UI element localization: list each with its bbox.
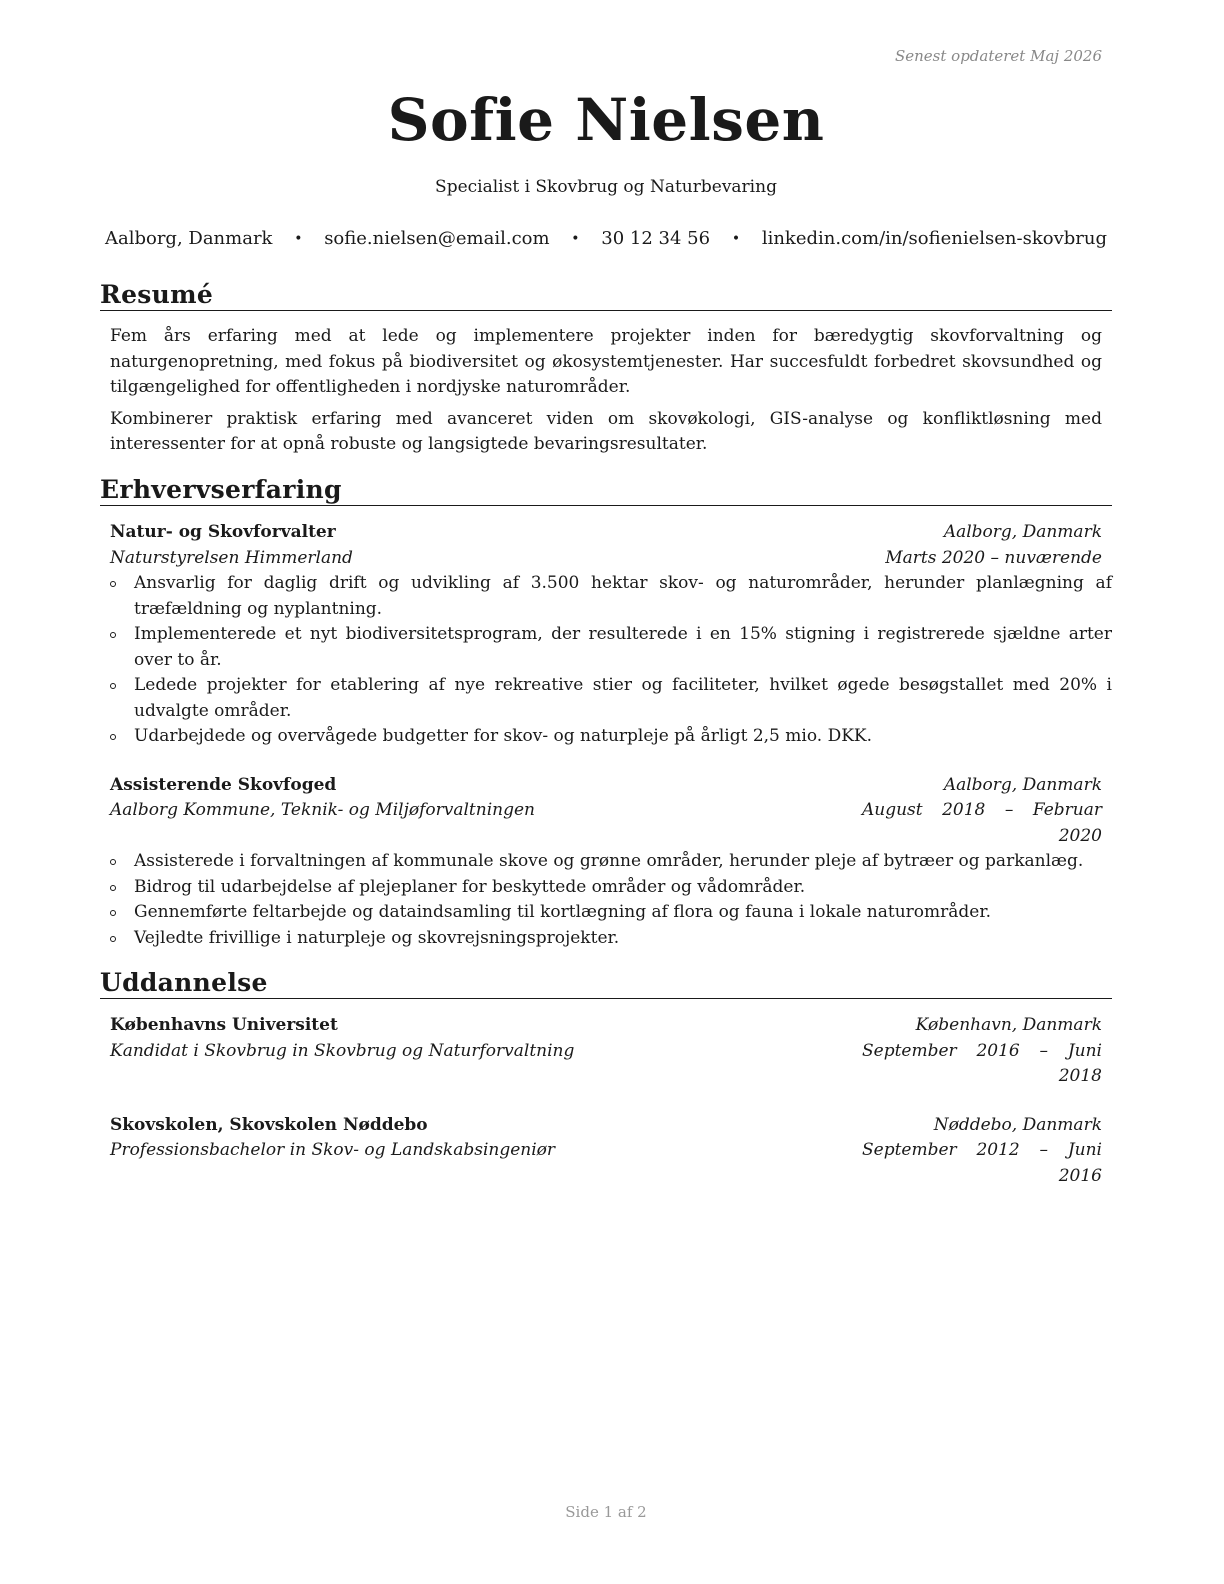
job-organization: Aalborg Kommune, Teknik- og Miljøforvaltningen — [110, 800, 535, 820]
job-location: Aalborg, Danmark — [943, 522, 1102, 542]
list-item: Ansvarlig for daglig drift og udvikling af 3.500 hektar skov- og naturområder, herunder planlægning af træfældning og nyplantning. — [100, 571, 1112, 622]
circle-bullet-icon — [110, 683, 116, 689]
page-number: Side 1 af 2 — [565, 1503, 647, 1521]
job-organization: Naturstyrelsen Himmerland — [110, 547, 353, 568]
contact-location: Aalborg, Danmark — [104, 228, 273, 249]
job-bullets — [100, 571, 1112, 750]
contact-phone: 30 12 34 56 — [601, 228, 711, 249]
education-entry — [110, 1013, 1102, 1090]
job-bullets — [100, 849, 1112, 951]
job-entry — [110, 520, 1102, 571]
bullet-separator: • — [294, 231, 303, 247]
circle-bullet-icon — [110, 734, 116, 740]
list-item: Udarbejdede og overvågede budgetter for skov- og naturpleje på årligt 2,5 mio. DKK. — [100, 724, 1112, 750]
education-dates: September 2012 – Juni 2016 — [862, 1140, 1102, 1186]
section-heading: Uddannelse — [100, 968, 1112, 999]
circle-bullet-icon — [110, 632, 116, 638]
list-item: Ledede projekter for etablering af nye rekreative stier og faciliteter, hvilket øgede besøgstallet med 20% i udvalgte områder. — [100, 673, 1112, 724]
summary-section — [100, 280, 1112, 458]
school-name: Københavns Universitet — [110, 1015, 338, 1035]
list-item: Bidrog til udarbejdelse af plejeplaner for beskyttede områder og vådområder. — [100, 875, 1112, 901]
list-item: Vejledte frivillige i naturpleje og skovrejsningsprojekter. — [100, 926, 1112, 952]
job-title: Natur- og Skovforvalter — [110, 522, 336, 542]
list-item: Gennemførte feltarbejde og dataindsamling til kortlægning af flora og fauna i lokale naturområder. — [100, 900, 1112, 926]
list-item: Assisterede i forvaltningen af kommunale skove og grønne områder, herunder pleje af bytræer og parkanlæg. — [100, 849, 1112, 875]
summary-paragraph: Kombinerer praktisk erfaring med avanceret viden om skovøkologi, GIS-analyse og konfliktløsning med interessenter for at opnå robuste og langsigtede bevaringsresultater. — [110, 408, 1102, 454]
contact-line — [0, 228, 1212, 249]
person-name: Sofie Nielsen — [387, 86, 825, 154]
school-location: København, Danmark — [915, 1015, 1102, 1035]
job-location: Aalborg, Danmark — [943, 774, 1102, 795]
job-dates: Marts 2020 – nuværende — [885, 547, 1102, 568]
job-entry — [110, 773, 1102, 850]
contact-linkedin[interactable]: linkedin.com/in/sofienielsen-skovbrug — [761, 228, 1108, 249]
job-title: Assisterende Skovfoged — [110, 774, 337, 795]
degree-name: Professionsbachelor in Skov- og Landskabsingeniør — [110, 1140, 556, 1160]
education-entry — [110, 1113, 1102, 1190]
list-item: Implementerede et nyt biodiversitetsprogram, der resulterede i en 15% stigning i registrerede sjældne arter over to år. — [100, 622, 1112, 673]
contact-email[interactable]: sofie.nielsen@email.com — [324, 228, 550, 249]
summary-paragraph: Fem års erfaring med at lede og implementere projekter inden for bæredygtig skovforvaltning og naturgenopretning, med fokus på biodiversitet og økosystemtjenester. Har succesfuldt forbedret skovsundhed og tilgængelighed for offentligheden i nordjyske naturområder. — [110, 326, 1102, 397]
circle-bullet-icon — [110, 936, 116, 942]
bullet-separator: • — [731, 231, 741, 247]
circle-bullet-icon — [110, 910, 116, 916]
circle-bullet-icon — [110, 885, 116, 891]
job-dates: August 2018 – Februar 2020 — [862, 800, 1102, 846]
section-heading: Resumé — [100, 280, 1112, 311]
education-dates: September 2016 – Juni 2018 — [862, 1040, 1102, 1086]
school-location: Nøddebo, Danmark — [933, 1114, 1102, 1135]
circle-bullet-icon — [110, 859, 116, 865]
section-heading: Erhvervserfaring — [100, 475, 1112, 506]
school-name: Skovskolen, Skovskolen Nøddebo — [110, 1114, 428, 1135]
degree-name: Kandidat i Skovbrug in Skovbrug og Naturforvaltning — [110, 1040, 575, 1061]
professional-title: Specialist i Skovbrug og Naturbevaring — [435, 177, 777, 197]
bullet-separator: • — [571, 231, 580, 247]
education-section — [100, 968, 1112, 1189]
circle-bullet-icon — [110, 581, 116, 587]
experience-section — [100, 475, 1112, 951]
last-updated: Senest opdateret Maj 2026 — [894, 47, 1102, 65]
